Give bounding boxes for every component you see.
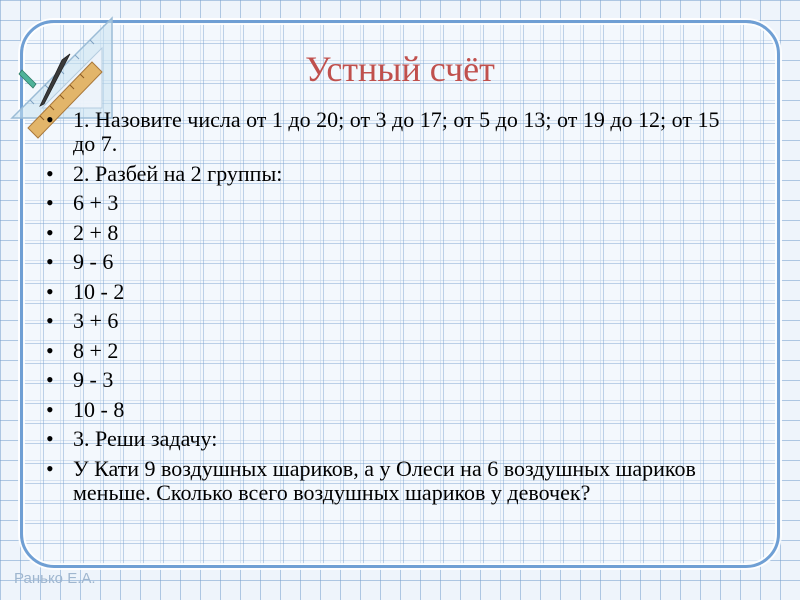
list-item: • 3 + 6 bbox=[46, 309, 726, 333]
list-item: • У Кати 9 воздушных шариков, а у Олеси на 6 воздушных шариков меньше. Сколько всего воздушных шариков у девочек? bbox=[46, 457, 726, 505]
list-item: • 2 + 8 bbox=[46, 221, 726, 245]
slide-title: Устный счёт bbox=[305, 49, 495, 89]
list-item: • 2. Разбей на 2 группы: bbox=[46, 162, 726, 186]
author-label: Ранько Е.А. bbox=[14, 570, 96, 587]
list-item: • 6 + 3 bbox=[46, 191, 726, 215]
list-item: • 10 - 2 bbox=[46, 280, 726, 304]
bullet-list bbox=[46, 108, 726, 510]
list-item: • 1. Назовите числа от 1 до 20; от 3 до 17; от 5 до 13; от 19 до 12; от 15 до 7. bbox=[46, 108, 726, 156]
list-item: • 9 - 6 bbox=[46, 250, 726, 274]
list-item: • 9 - 3 bbox=[46, 368, 726, 392]
list-item: • 10 - 8 bbox=[46, 398, 726, 422]
list-item: • 3. Реши задачу: bbox=[46, 427, 726, 451]
list-item: • 8 + 2 bbox=[46, 339, 726, 363]
